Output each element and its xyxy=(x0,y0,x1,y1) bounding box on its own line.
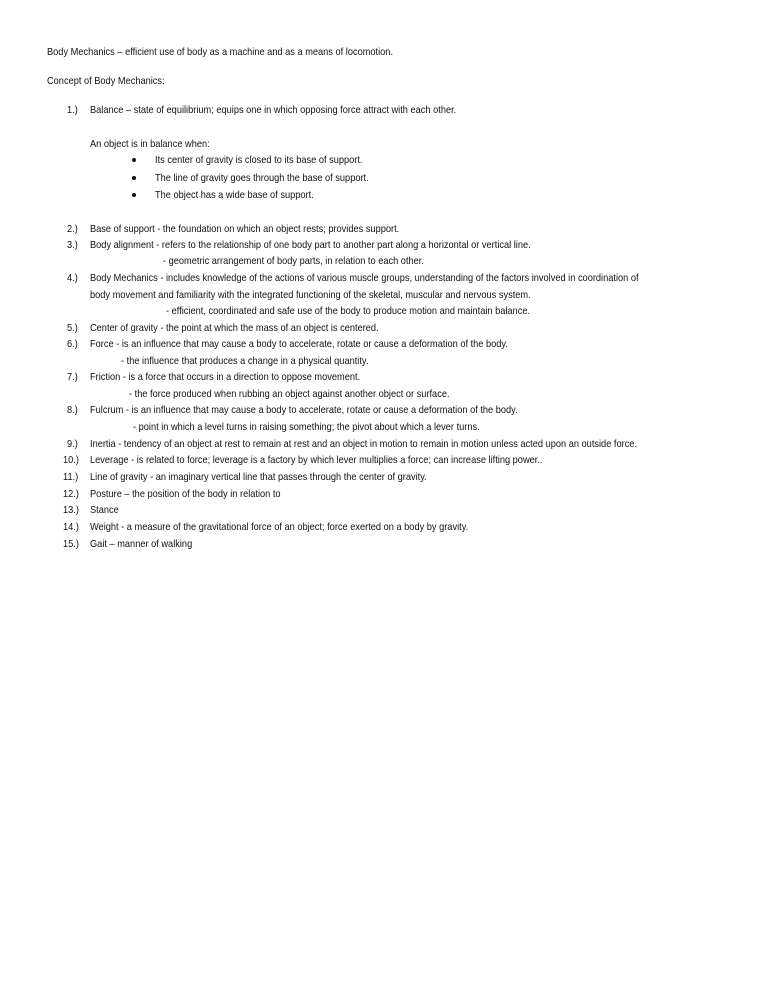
bullet-text: Its center of gravity is closed to its base of support. xyxy=(155,154,363,166)
intro-line: Body Mechanics – efficient use of body as a machine and as a means of locomotion. xyxy=(47,46,394,58)
item-number: 11.) xyxy=(63,471,79,483)
item-subtext: - the force produced when rubbing an object against another object or surface. xyxy=(129,388,450,400)
section-heading: Concept of Body Mechanics: xyxy=(47,75,165,87)
item-subtext: - the influence that produces a change in a physical quantity. xyxy=(121,355,369,367)
item-number: 3.) xyxy=(67,239,78,251)
item-number: 5.) xyxy=(67,322,78,334)
item-number: 8.) xyxy=(67,404,78,416)
item-number: 14.) xyxy=(63,521,79,533)
item-text: Gait – manner of walking xyxy=(90,538,193,550)
item-text: Line of gravity - an imaginary vertical line that passes through the center of gravity. xyxy=(90,471,427,483)
item-number: 13.) xyxy=(63,504,79,516)
item-number: 4.) xyxy=(67,272,78,284)
item-number: 7.) xyxy=(67,371,78,383)
item-number: 15.) xyxy=(63,538,79,550)
bullet-icon xyxy=(132,158,136,162)
item-text: Center of gravity - the point at which the mass of an object is centered. xyxy=(90,322,379,334)
item-text: Balance – state of equilibrium; equips one in which opposing force attract with each other. xyxy=(90,104,457,116)
bullet-text: The line of gravity goes through the base of support. xyxy=(155,172,369,184)
balance-lead: An object is in balance when: xyxy=(90,138,210,150)
item-text: Base of support - the foundation on which an object rests; provides support. xyxy=(90,223,400,235)
item-text: Stance xyxy=(90,504,119,516)
item-number: 6.) xyxy=(67,338,78,350)
item-continuation: body movement and familiarity with the integrated functioning of the skeletal, muscular and nervous system. xyxy=(90,289,531,301)
item-text: Body Mechanics - includes knowledge of the actions of various muscle groups, understanding of the factors involved in coordination of xyxy=(90,272,639,284)
item-text: Body alignment - refers to the relationship of one body part to another part along a horizontal or vertical line. xyxy=(90,239,531,251)
bullet-icon xyxy=(132,193,136,197)
item-number: 10.) xyxy=(63,454,79,466)
item-subtext: - geometric arrangement of body parts, in relation to each other. xyxy=(163,255,424,267)
item-text: Weight - a measure of the gravitational force of an object; force exerted on a body by gravity. xyxy=(90,521,469,533)
item-text: Fulcrum - is an influence that may cause a body to accelerate, rotate or cause a deformation of the body. xyxy=(90,404,518,416)
item-text: Force - is an influence that may cause a body to accelerate, rotate or cause a deformation of the body. xyxy=(90,338,508,350)
item-text: Inertia - tendency of an object at rest to remain at rest and an object in motion to remain in motion unless acted upon an outside force. xyxy=(90,438,638,450)
bullet-icon xyxy=(132,176,136,180)
item-text: Friction - is a force that occurs in a direction to oppose movement. xyxy=(90,371,361,383)
item-text: Posture – the position of the body in relation to xyxy=(90,488,281,500)
item-number: 12.) xyxy=(63,488,79,500)
item-number: 9.) xyxy=(67,438,78,450)
item-subtext: - efficient, coordinated and safe use of the body to produce motion and maintain balance. xyxy=(166,305,531,317)
item-text: Leverage - is related to force; leverage is a factory by which lever multiplies a force; can increase lifting power.. xyxy=(90,454,543,466)
item-number: 1.) xyxy=(67,104,78,116)
item-number: 2.) xyxy=(67,223,78,235)
bullet-text: The object has a wide base of support. xyxy=(155,189,314,201)
item-subtext: - point in which a level turns in raising something; the pivot about which a lever turns. xyxy=(133,421,480,433)
